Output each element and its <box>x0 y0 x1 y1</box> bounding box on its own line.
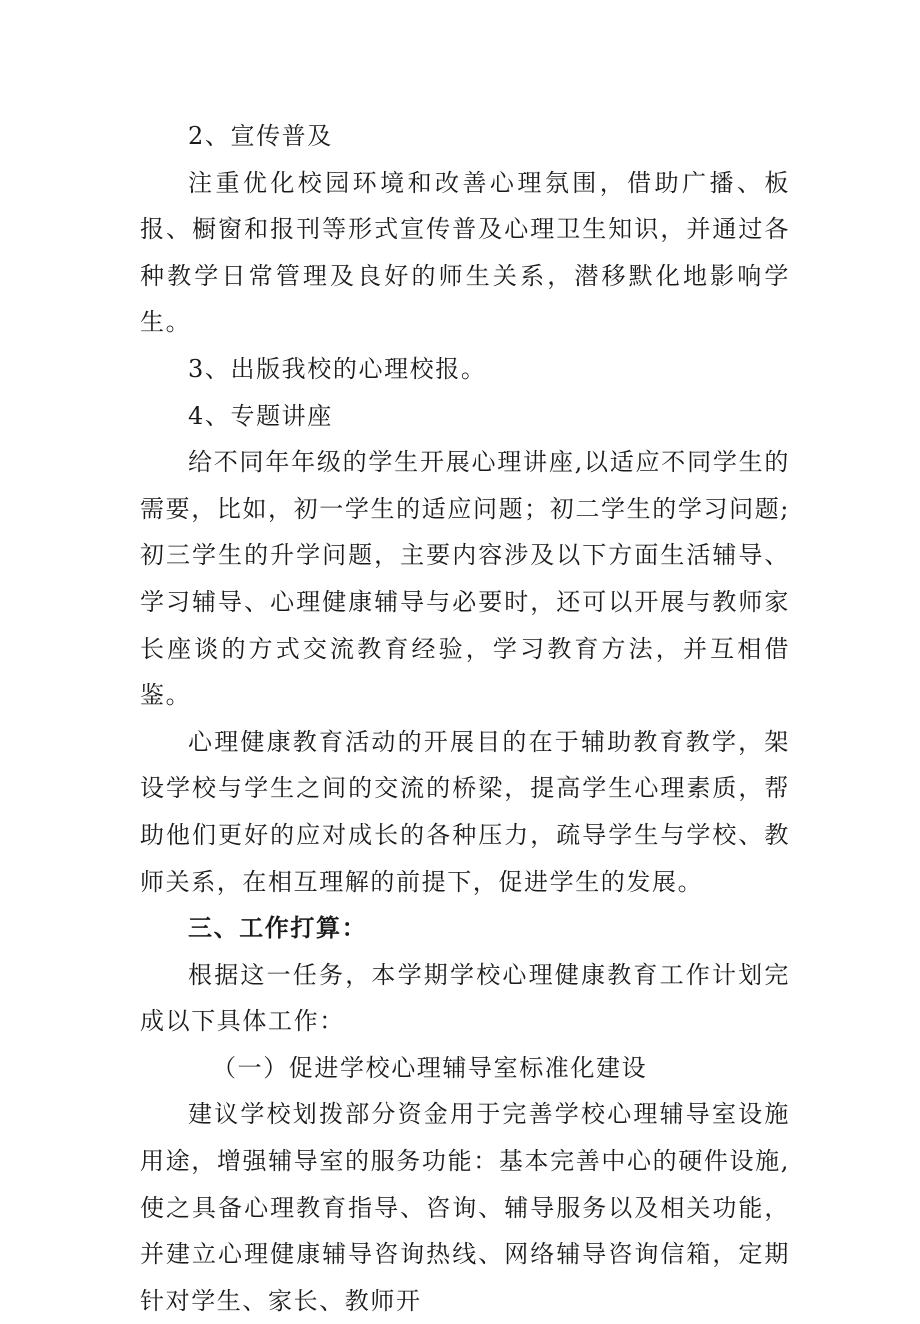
section-heading-school-paper: 3、出版我校的心理校报。 <box>188 354 487 383</box>
section-heading-publicity: 2、宣传普及 <box>188 122 333 150</box>
paragraph-purpose: 心理健康教育活动的开展目的在于辅助教育教学，架设学校与学生之间的交流的桥梁，提高学生心理素质，帮助他们更好的应对成长的各种压力，疏导学生与学校、教师关系，在相互理解的前提下，促进学生的发展。 <box>140 727 790 896</box>
paragraph-lectures: 给不同年年级的学生开展心理讲座,以适应不同学生的需要，比如，初一学生的适应问题；初二学生的学习问题;初三学生的升学问题，主要内容涉及以下方面生活辅导、学习辅导、心理健康辅导与必要时，还可以开展与教师家长座谈的方式交流教育经验，学习教育方法，并互相借鉴。 <box>140 448 790 710</box>
paragraph-counseling-room: 建议学校划拨部分资金用于完善学校心理辅导室设施用途，增强辅导室的服务功能：基本完善中心的硬件设施,使之具备心理教育指导、咨询、辅导服务以及相关功能，并建立心理健康辅导咨询热线、网络辅导咨询信箱，定期针对学生、家长、教师开 <box>140 1100 790 1315</box>
subsection-heading-counseling-room: （一）促进学校心理辅导室标准化建设 <box>212 1053 648 1082</box>
document-body <box>140 113 790 1324</box>
paragraph-publicity: 注重优化校园环境和改善心理氛围，借助广播、板报、橱窗和报刊等形式宣传普及心理卫生知识，并通过各种教学日常管理及良好的师生关系，潜移默化地影响学生。 <box>140 168 790 337</box>
section-heading-work-plan: 三、工作打算： <box>188 913 368 943</box>
paragraph-work-plan: 根据这一任务，本学期学校心理健康教育工作计划完成以下具体工作： <box>140 960 790 1036</box>
section-heading-lectures: 4、专题讲座 <box>188 401 333 430</box>
